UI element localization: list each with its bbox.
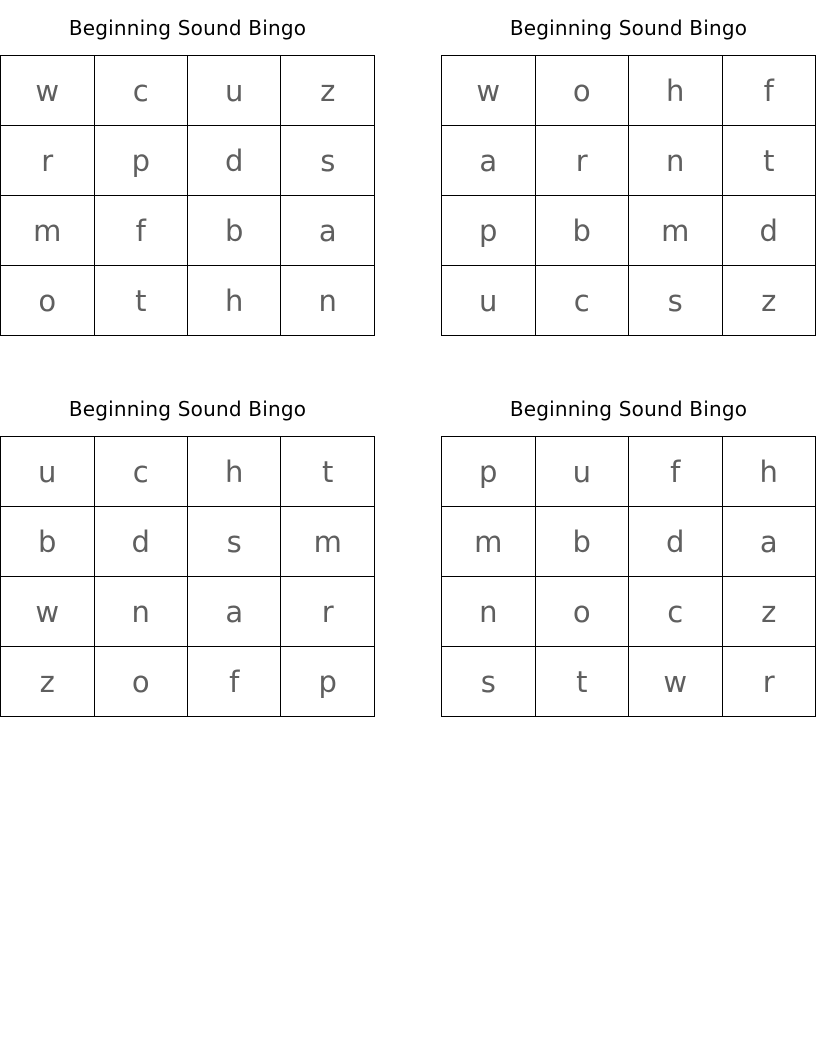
grid-cell: p [442, 437, 536, 507]
grid-cell: r [535, 126, 628, 196]
grid-cell: h [628, 56, 722, 126]
grid-cell: d [722, 196, 816, 266]
grid-cell: m [442, 507, 536, 577]
grid-row [442, 647, 816, 717]
grid-cell: n [281, 266, 375, 336]
grid-cell: p [442, 196, 536, 266]
grid-cell: f [722, 56, 816, 126]
grid-cell: a [722, 507, 816, 577]
grid-cell: w [1, 577, 95, 647]
grid-row [1, 126, 375, 196]
grid-cell: t [281, 437, 375, 507]
grid-cell: w [629, 647, 723, 717]
grid-cell: d [629, 507, 723, 577]
grid-cell: o [94, 647, 187, 717]
grid-row [442, 266, 816, 336]
grid-row [442, 196, 816, 266]
grid-cell: f [629, 437, 723, 507]
grid-cell: f [187, 647, 280, 717]
grid-row [442, 126, 816, 196]
grid-row [1, 577, 375, 647]
grid-cell: t [722, 126, 816, 196]
grid-cell: s [628, 266, 722, 336]
grid-cell: c [94, 56, 187, 126]
grid-cell: s [442, 647, 536, 717]
grid-cell: c [629, 577, 723, 647]
grid-cell: b [188, 196, 281, 266]
grid-cell: p [94, 126, 187, 196]
grid-cell: a [442, 126, 536, 196]
grid-row [1, 266, 375, 336]
grid-cell: h [722, 437, 816, 507]
grid-row [1, 647, 375, 717]
grid-cell: w [1, 56, 95, 126]
grid-row [1, 56, 375, 126]
grid-row [1, 437, 375, 507]
grid-cell: f [94, 196, 187, 266]
grid-cell: t [94, 266, 187, 336]
grid-cell: c [94, 437, 187, 507]
grid-row [1, 507, 375, 577]
grid-cell: a [281, 196, 375, 266]
grid-row [442, 577, 816, 647]
grid-cell: a [187, 577, 280, 647]
grid-cell: o [535, 577, 628, 647]
card-title: Beginning Sound Bingo [68, 397, 307, 421]
grid-cell: t [535, 647, 628, 717]
grid-cell: d [188, 126, 281, 196]
grid-cell: h [187, 437, 280, 507]
grid-cell: z [281, 56, 375, 126]
bingo-grid [0, 55, 375, 336]
grid-cell: o [535, 56, 628, 126]
grid-cell: u [442, 266, 536, 336]
card-title: Beginning Sound Bingo [509, 397, 748, 421]
grid-cell: n [442, 577, 536, 647]
grid-row [442, 437, 816, 507]
grid-cell: r [1, 126, 95, 196]
bingo-grid [441, 436, 816, 717]
grid-cell: m [628, 196, 722, 266]
card-title: Beginning Sound Bingo [68, 16, 307, 40]
grid-row [442, 56, 816, 126]
grid-cell: h [188, 266, 281, 336]
grid-row [442, 507, 816, 577]
grid-cell: u [1, 437, 95, 507]
grid-cell: z [722, 266, 816, 336]
grid-cell: z [722, 577, 816, 647]
grid-cell: s [187, 507, 280, 577]
grid-cell: n [628, 126, 722, 196]
grid-cell: n [94, 577, 187, 647]
bingo-grid [441, 55, 816, 336]
grid-cell: o [1, 266, 95, 336]
grid-cell: c [535, 266, 628, 336]
grid-cell: s [281, 126, 375, 196]
grid-cell: p [281, 647, 375, 717]
grid-cell: b [535, 507, 628, 577]
grid-cell: r [722, 647, 816, 717]
bingo-grid [0, 436, 375, 717]
grid-cell: u [188, 56, 281, 126]
grid-cell: w [442, 56, 536, 126]
grid-row [1, 196, 375, 266]
grid-cell: z [1, 647, 95, 717]
grid-cell: b [535, 196, 628, 266]
grid-cell: m [281, 507, 375, 577]
grid-cell: r [281, 577, 375, 647]
grid-cell: b [1, 507, 95, 577]
grid-cell: d [94, 507, 187, 577]
card-title: Beginning Sound Bingo [509, 16, 748, 40]
grid-cell: u [535, 437, 628, 507]
grid-cell: m [1, 196, 95, 266]
